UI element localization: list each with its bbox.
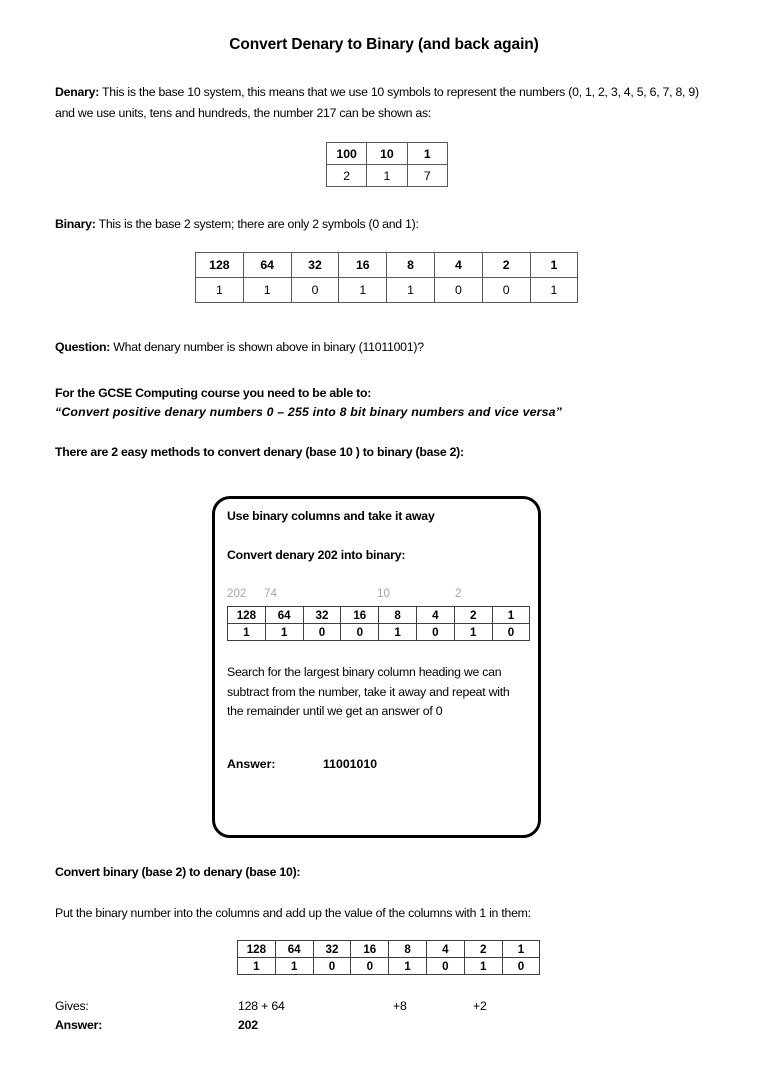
- working-number: 10: [377, 587, 390, 600]
- table-header-cell: 128: [238, 941, 276, 958]
- gives-part-1: 128 + 64: [238, 999, 285, 1013]
- table-cell: 1: [379, 624, 417, 641]
- denary-text: This is the base 10 system, this means that we use 10 symbols to represent the numbers (0, 1, 2, 3, 4, 5, 6, 7, 8, 9) and we use units, tens and hundreds, the number 217 can be shown as:: [55, 85, 699, 120]
- gcse-heading-text: For the GCSE Computing course you need to be able to:: [55, 386, 372, 400]
- table-header-cell: 128: [228, 607, 266, 624]
- table-header-cell: 4: [416, 607, 454, 624]
- table-header-cell: 1: [502, 941, 540, 958]
- question-text: What denary number is shown above in binary (11011001)?: [110, 340, 424, 354]
- final-answer-value: 202: [238, 1018, 258, 1032]
- table-row-headers: [196, 253, 578, 278]
- table-header-cell: 32: [303, 607, 341, 624]
- table-header-cell: 4: [426, 941, 464, 958]
- table-cell: 0: [291, 278, 339, 303]
- gives-label: Gives:: [55, 999, 89, 1013]
- table-header-cell: 1: [492, 607, 530, 624]
- table-header-cell: 16: [339, 253, 387, 278]
- table-cell: 1: [367, 165, 407, 187]
- table-cell: 1: [339, 278, 387, 303]
- table-header-cell: 1: [530, 253, 578, 278]
- working-number: 74: [264, 587, 277, 600]
- table-row: [228, 624, 530, 641]
- gives-part-2: +8: [393, 999, 407, 1013]
- table-header-cell: 100: [327, 143, 367, 165]
- table-cell: 0: [434, 278, 482, 303]
- table-cell: 1: [243, 278, 291, 303]
- table-cell: 1: [196, 278, 244, 303]
- table-row-headers: [327, 143, 448, 165]
- methods-intro: [55, 442, 675, 463]
- convert-back-instruction: Put the binary number into the columns and add up the value of the columns with 1 in them:: [55, 906, 531, 920]
- gcse-requirement-quote: “Convert positive denary numbers 0 – 255 into 8 bit binary numbers and vice versa”: [55, 405, 563, 419]
- table-cell: 1: [464, 958, 502, 975]
- binary-202-bottom-table: [237, 940, 540, 975]
- table-header-cell: 64: [243, 253, 291, 278]
- table-row: [327, 165, 448, 187]
- table-cell: 0: [313, 958, 351, 975]
- table-row: [238, 958, 540, 975]
- method-box-subheading: Convert denary 202 into binary:: [227, 548, 406, 562]
- table-cell: 1: [454, 624, 492, 641]
- page-title: Convert Denary to Binary (and back again): [229, 36, 539, 53]
- table-cell: 0: [416, 624, 454, 641]
- question-paragraph: [55, 337, 675, 358]
- table-cell: 1: [238, 958, 276, 975]
- table-row-headers: [228, 607, 530, 624]
- gcse-requirement-heading: [55, 383, 675, 404]
- table-header-cell: 16: [351, 941, 389, 958]
- method-box-answer-label: Answer:: [227, 757, 276, 771]
- table-header-cell: 2: [482, 253, 530, 278]
- table-cell: 0: [482, 278, 530, 303]
- denary-label: Denary:: [55, 85, 100, 99]
- binary-217-table: [195, 252, 578, 303]
- table-cell: 1: [530, 278, 578, 303]
- table-header-cell: 32: [291, 253, 339, 278]
- method-box-explanation: Search for the largest binary column heading we can subtract from the number, take it away and repeat with the remainder until we get an answer of 0: [227, 665, 510, 718]
- table-header-cell: 8: [389, 941, 427, 958]
- table-cell: 1: [387, 278, 435, 303]
- table-cell: 0: [341, 624, 379, 641]
- table-cell: 0: [492, 624, 530, 641]
- denary-place-value-table: [326, 142, 448, 187]
- table-header-cell: 16: [341, 607, 379, 624]
- question-label: Question:: [55, 340, 111, 354]
- table-header-cell: 64: [265, 607, 303, 624]
- gives-part-3: +2: [473, 999, 487, 1013]
- table-cell: 1: [275, 958, 313, 975]
- method-box-heading: Use binary columns and take it away: [227, 509, 435, 523]
- table-cell: 0: [426, 958, 464, 975]
- working-numbers-row: [227, 587, 522, 603]
- table-header-cell: 1: [407, 143, 447, 165]
- table-header-cell: 32: [313, 941, 351, 958]
- table-header-cell: 128: [196, 253, 244, 278]
- table-header-cell: 2: [454, 607, 492, 624]
- table-row: [196, 278, 578, 303]
- table-cell: 1: [265, 624, 303, 641]
- table-cell: 1: [228, 624, 266, 641]
- table-cell: 2: [327, 165, 367, 187]
- table-header-cell: 4: [434, 253, 482, 278]
- binary-label: Binary:: [55, 217, 96, 231]
- convert-back-text: Convert binary (base 2) to denary (base 10):: [55, 865, 301, 879]
- convert-back-heading: [55, 862, 675, 883]
- table-header-cell: 10: [367, 143, 407, 165]
- binary-text: This is the base 2 system; there are only 2 symbols (0 and 1):: [95, 217, 419, 231]
- table-cell: 0: [502, 958, 540, 975]
- table-cell: 1: [389, 958, 427, 975]
- binary-202-box-table: [227, 606, 530, 641]
- methods-text: There are 2 easy methods to convert denary (base 10 ) to binary (base 2):: [55, 445, 464, 459]
- working-number: 2: [455, 587, 462, 600]
- table-cell: 7: [407, 165, 447, 187]
- working-number: 202: [227, 587, 247, 600]
- final-answer-label: Answer:: [55, 1018, 103, 1032]
- table-header-cell: 8: [387, 253, 435, 278]
- table-cell: 0: [303, 624, 341, 641]
- table-cell: 0: [351, 958, 389, 975]
- binary-paragraph: [55, 214, 675, 235]
- denary-paragraph: [55, 82, 715, 124]
- table-header-cell: 64: [275, 941, 313, 958]
- table-header-cell: 2: [464, 941, 502, 958]
- table-row-headers: [238, 941, 540, 958]
- method-box-answer-value: 11001010: [323, 757, 378, 771]
- table-header-cell: 8: [379, 607, 417, 624]
